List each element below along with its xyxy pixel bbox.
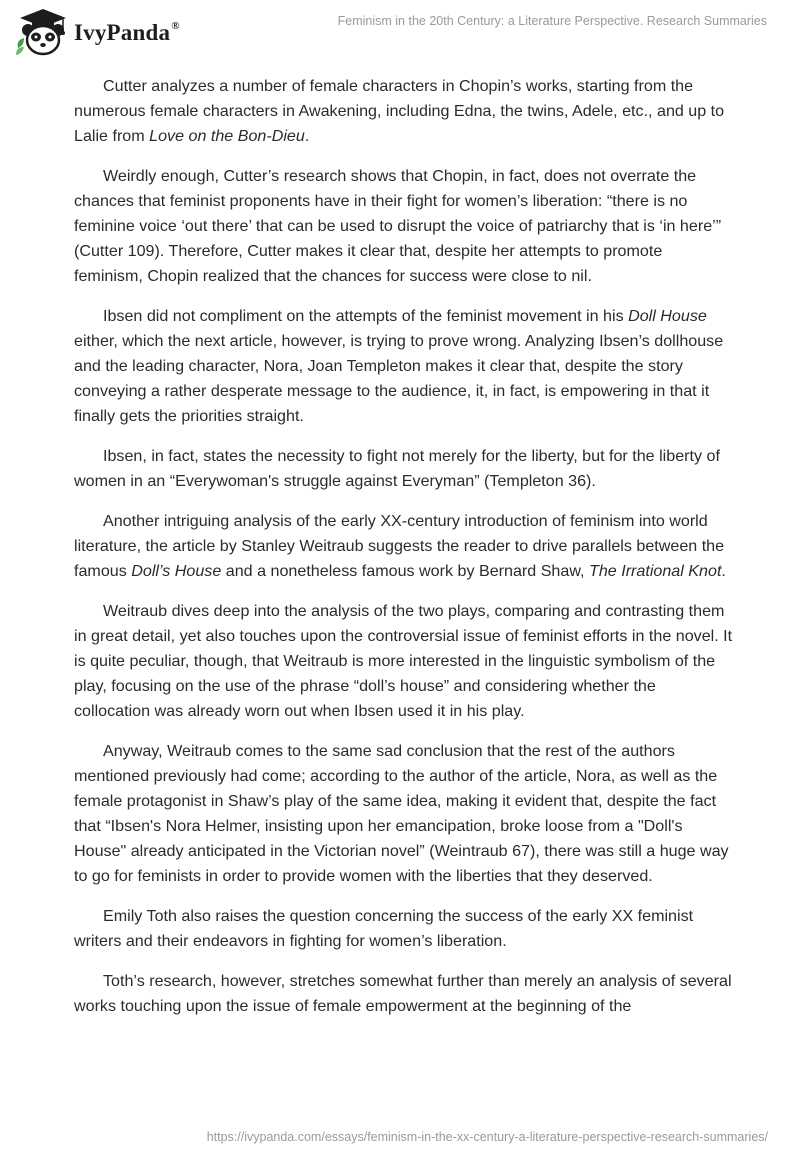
text-run: Cutter analyzes a number of female characters in Chopin’s works, starting from the numerous female characters in Awakening, including Edna, the twins, Adele, etc., and up to Lalie from: [74, 77, 725, 145]
logo-text: IvyPanda®: [74, 20, 180, 45]
text-run: Ibsen, in fact, states the necessity to fight not merely for the liberty, but for the liberty of women in an “Everywoman's struggle against Everyman” (Templeton 36).: [74, 447, 720, 490]
paragraph: [74, 444, 734, 494]
text-run: and a nonetheless famous work by Bernard Shaw,: [221, 562, 590, 580]
italic-title: Doll’s House: [131, 562, 222, 580]
paragraph: [74, 304, 734, 429]
text-run: Weirdly enough, Cutter’s research shows that Chopin, in fact, does not overrate the chances that feminist proponents have in their fight for women’s liberation: “there is no feminine voice ‘out there’ that can be used to disrupt the voice of patriarchy that is ‘in here’” (Cutter 109). Therefore, Cutter makes it clear that, despite her attempts to promote feminism, Chopin realized that the chances for success were close to nil.: [74, 167, 722, 285]
italic-title: The Irrational Knot: [589, 562, 722, 580]
source-url[interactable]: https://ivypanda.com/essays/feminism-in-the-xx-century-a-literature-perspective-research-summaries/: [206, 1130, 768, 1144]
text-run: either, which the next article, however, is trying to prove wrong. Analyzing Ibsen’s dollhouse and the leading character, Nora, Joan Templeton makes it clear that, despite the story conveying a rather desperate message to the audience, it, in fact, is empowering in that it finally gets the priorities straight.: [74, 332, 724, 425]
italic-title: Doll House: [628, 307, 707, 325]
paragraph: [74, 969, 734, 1019]
text-run: Anyway, Weitraub comes to the same sad conclusion that the rest of the authors mentioned previously had come; according to the author of the article, Nora, as well as the female protagonist in Shaw’s play of the same idea, making it evident that, despite the fact that “Ibsen's Nora Helmer, insisting upon her emancipation, broke loose from a "Doll's House" already anticipated in the Victorian novel” (Weintraub 67), there was still a huge way to go for feminists in order to provide women with the liberties that they deserved.: [74, 742, 729, 885]
paragraph: [74, 74, 734, 149]
text-run: Another intriguing analysis of the early XX-century introduction of feminism into world literature, the article by Stanley Weitraub suggests the reader to drive parallels between the famous: [74, 512, 725, 580]
text-run: .: [721, 562, 726, 580]
document-title: Feminism in the 20th Century: a Literature Perspective. Research Summaries: [337, 14, 767, 28]
page-header: [0, 0, 800, 60]
text-run: .: [304, 127, 310, 145]
text-run: Emily Toth also raises the question concerning the success of the early XX feminist writers and their endeavors in fighting for women’s liberation.: [74, 907, 694, 950]
text-run: Weitraub dives deep into the analysis of the two plays, comparing and contrasting them in great detail, yet also touches upon the controversial issue of feminist efforts in the novel. It is quite peculiar, though, that Weitraub is more interested in the linguistic symbolism of the play, focusing on the use of the phrase “doll’s house” and considering whether the collocation was already worn out when Ibsen used it in his play.: [74, 602, 733, 720]
paragraph: [74, 164, 734, 289]
text-run: Toth’s research, however, stretches somewhat further than merely an analysis of several works touching upon the issue of female empowerment at the beginning of the: [74, 972, 732, 1015]
italic-title: Love on the Bon-Dieu: [149, 127, 305, 145]
paragraph: [74, 599, 734, 724]
paragraph: [74, 739, 734, 889]
text-run: Ibsen did not compliment on the attempts of the feminist movement in his: [103, 307, 629, 325]
ivypanda-logo[interactable]: [14, 6, 180, 58]
essay-body: [74, 74, 734, 1034]
panda-graduate-icon: [14, 6, 72, 58]
paragraph: [74, 509, 734, 584]
paragraph: [74, 904, 734, 954]
